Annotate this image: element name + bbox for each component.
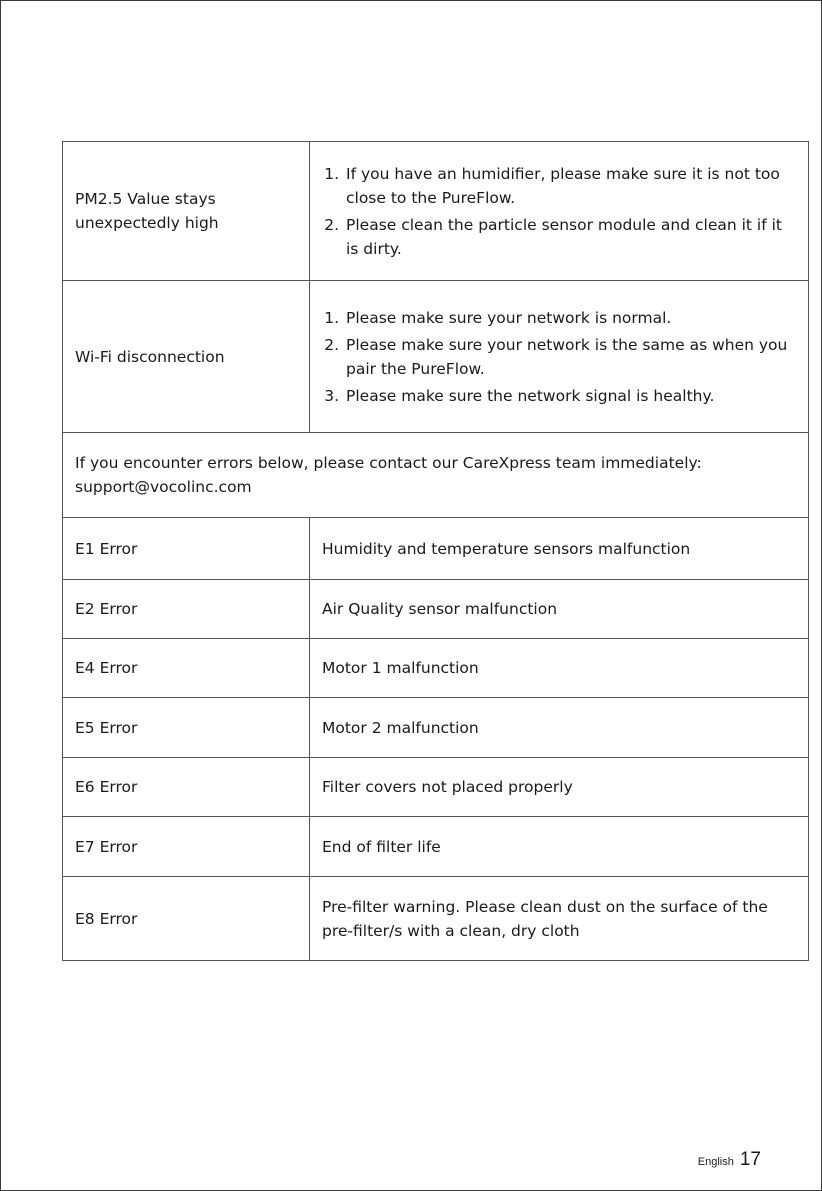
problem-label: Wi-Fi disconnection [75,347,225,366]
contact-cell [63,433,809,518]
troubleshooting-table [62,141,809,961]
error-code: E7 Error [63,817,310,877]
error-row [63,817,809,877]
solution-step: 3. Please make sure the network signal is healthy. [344,384,796,408]
solution-step: 2. Please clean the particle sensor module and clean it if it is dirty. [344,213,796,261]
solution-cell [310,281,809,433]
problem-label: PM2.5 Value stays unexpectedly high [75,190,219,232]
error-code: E6 Error [63,758,310,817]
error-description: Motor 1 malfunction [310,639,809,698]
solution-steps [322,162,796,261]
contact-row [63,433,809,518]
error-description: Motor 2 malfunction [310,698,809,758]
solution-step: 1. If you have an humidifier, please make sure it is not too close to the PureFlow. [344,162,796,210]
contact-text: If you encounter errors below, please contact our CareXpress team immediately: [75,454,702,472]
table-row [63,281,809,433]
page-footer [698,1149,761,1171]
error-code: E8 Error [63,877,310,961]
error-row [63,698,809,758]
solution-step: 2. Please make sure your network is the same as when you pair the PureFlow. [344,333,796,381]
error-code: E5 Error [63,698,310,758]
error-code: E2 Error [63,580,310,639]
error-row [63,639,809,698]
error-row [63,877,809,961]
error-row [63,580,809,639]
support-email-link[interactable]: support@vocolinc.com [75,478,252,496]
error-description: Filter covers not placed properly [310,758,809,817]
problem-cell [63,281,310,433]
page-number: 17 [739,1149,761,1170]
problem-cell [63,142,310,281]
error-description: Pre-filter warning. Please clean dust on the surface of the pre-filter/s with a clean, dry cloth [310,877,809,961]
solution-steps [322,306,796,408]
solution-step: 1. Please make sure your network is normal. [344,306,796,330]
error-row [63,518,809,580]
table-row [63,142,809,281]
error-code: E1 Error [63,518,310,580]
error-description: Humidity and temperature sensors malfunction [310,518,809,580]
footer-language: English [697,1156,734,1168]
error-row [63,758,809,817]
error-code: E4 Error [63,639,310,698]
error-description: Air Quality sensor malfunction [310,580,809,639]
error-description: End of filter life [310,817,809,877]
solution-cell [310,142,809,281]
